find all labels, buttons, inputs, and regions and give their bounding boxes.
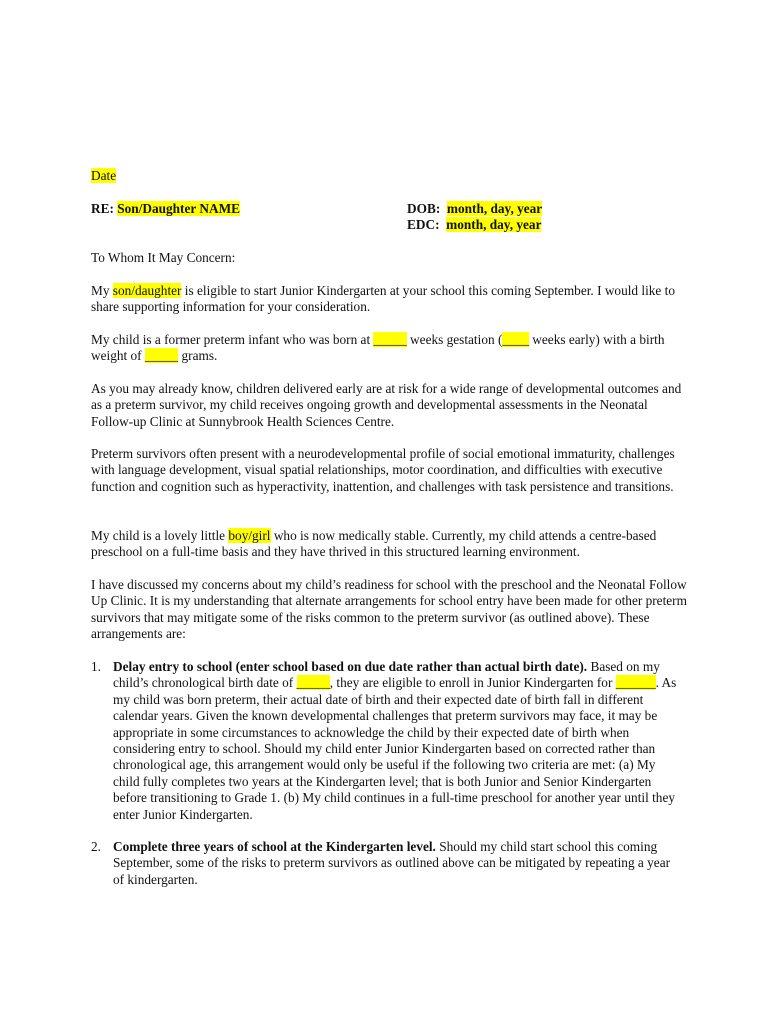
paragraph-arrangements: I have discussed my concerns about my child’s readiness for school with the preschool and the Neonatal Follow Up Clinic. It is my understanding that alternate arrangements for school entry have been made for other preterm survivors that may mitigate some of the risks common to the preterm survivor (as outlined above). These arrangements are: — [91, 577, 687, 642]
son-daughter-placeholder: son/daughter — [112, 283, 182, 298]
edc-line — [407, 217, 541, 233]
paragraph-intro — [91, 283, 691, 316]
item1-text-a: Based on my child’s chronological birth date of — [113, 659, 660, 691]
salutation: To Whom It May Concern: — [91, 250, 236, 265]
list-item-heading: Complete three years of school at the Kindergarten level. — [113, 839, 436, 854]
list-item-text — [113, 659, 683, 823]
re-name-placeholder: Son/Daughter NAME — [117, 201, 240, 216]
birth-weight-blank: _____ — [144, 348, 179, 364]
paragraph-child-status — [91, 528, 691, 561]
p2-text-a: My child is a former preterm infant who was born at — [91, 332, 374, 347]
list-item-text — [113, 839, 683, 888]
list-item-heading: Delay entry to school (enter school based on due date rather than actual birth date). — [113, 659, 588, 674]
p1-text-b: is eligible to start Junior Kindergarten at your school this coming September. I would like to share supporting information for your consideration. — [91, 283, 675, 315]
p2-text-c: weeks early) with a birth weight of — [91, 332, 665, 364]
p1-text-a: My — [91, 283, 113, 298]
list-item-delay-entry — [91, 659, 691, 823]
enroll-year-blank: ______ — [615, 675, 656, 691]
edc-label: EDC: — [407, 217, 440, 232]
list-number: 1. — [91, 659, 101, 674]
weeks-early-blank: ____ — [502, 332, 529, 347]
paragraph-risks: As you may already know, children delivered early are at risk for a wide range of developmental outcomes and as a preterm survivor, my child receives ongoing growth and developmental assessments in the Neonatal Follow-up Clinic at Sunnybrook Health Sciences Centre. — [91, 381, 682, 429]
birth-date-blank: _____ — [296, 675, 330, 691]
weeks-gestation-blank: _____ — [373, 332, 407, 347]
p2-text-d: grams. — [178, 348, 218, 364]
list-item-three-years — [91, 839, 691, 888]
p2-text-b: weeks gestation ( — [406, 332, 503, 347]
p5-text-b: who is now medically stable. Currently, my child attends a centre-based preschool on a full-time basis and they have thrived in this structured learning environment. — [91, 528, 657, 560]
boy-girl-placeholder: boy/girl — [228, 528, 271, 543]
item1-text-c: . As my child was born preterm, their actual date of birth and their expected date of birth fall in different calendar years. Given the known developmental challenges that preterm survivors may face, it may be appropriate in some circumstances to acknowledge the child by their expected date of birth when considering entry to school. Should my child enter Junior Kindergarten based on corrected rather than chronological age, this arrangement would only be useful if the following two criteria are met: (a) My child fully completes two years at the Kindergarten level; that is both Junior and Senior Kindergarten before transitioning to Grade 1. (b) My child continues in a full-time preschool for another year until they enter Junior Kindergarten. — [113, 675, 677, 822]
date-field — [91, 168, 691, 184]
list-number: 2. — [91, 839, 101, 854]
re-label: RE: — [91, 201, 114, 216]
dob-line — [407, 201, 542, 217]
paragraph-birth-details — [91, 332, 691, 365]
re-line — [91, 201, 391, 217]
dob-placeholder: month, day, year — [446, 201, 543, 216]
paragraph-profile: Preterm survivors often present with a neurodevelopmental profile of social emotional immaturity, challenges with language development, visual spatial relationships, motor coordination, and difficulties with executive function and cognition such as hyperactivity, inattention, and challenges with task persistence and transitions. — [91, 446, 675, 494]
dob-label: DOB: — [407, 201, 441, 216]
date-placeholder: Date — [91, 168, 117, 183]
edc-placeholder: month, day, year — [446, 217, 542, 232]
item1-text-b: , they are eligible to enroll in Junior Kindergarten for — [329, 675, 616, 691]
p5-text-a: My child is a lovely little — [91, 528, 229, 543]
item2-text: Should my child start school this coming September, some of the risks to preterm survivors as outlined above can be mitigated by repeating a year of kindergarten. — [113, 839, 671, 887]
